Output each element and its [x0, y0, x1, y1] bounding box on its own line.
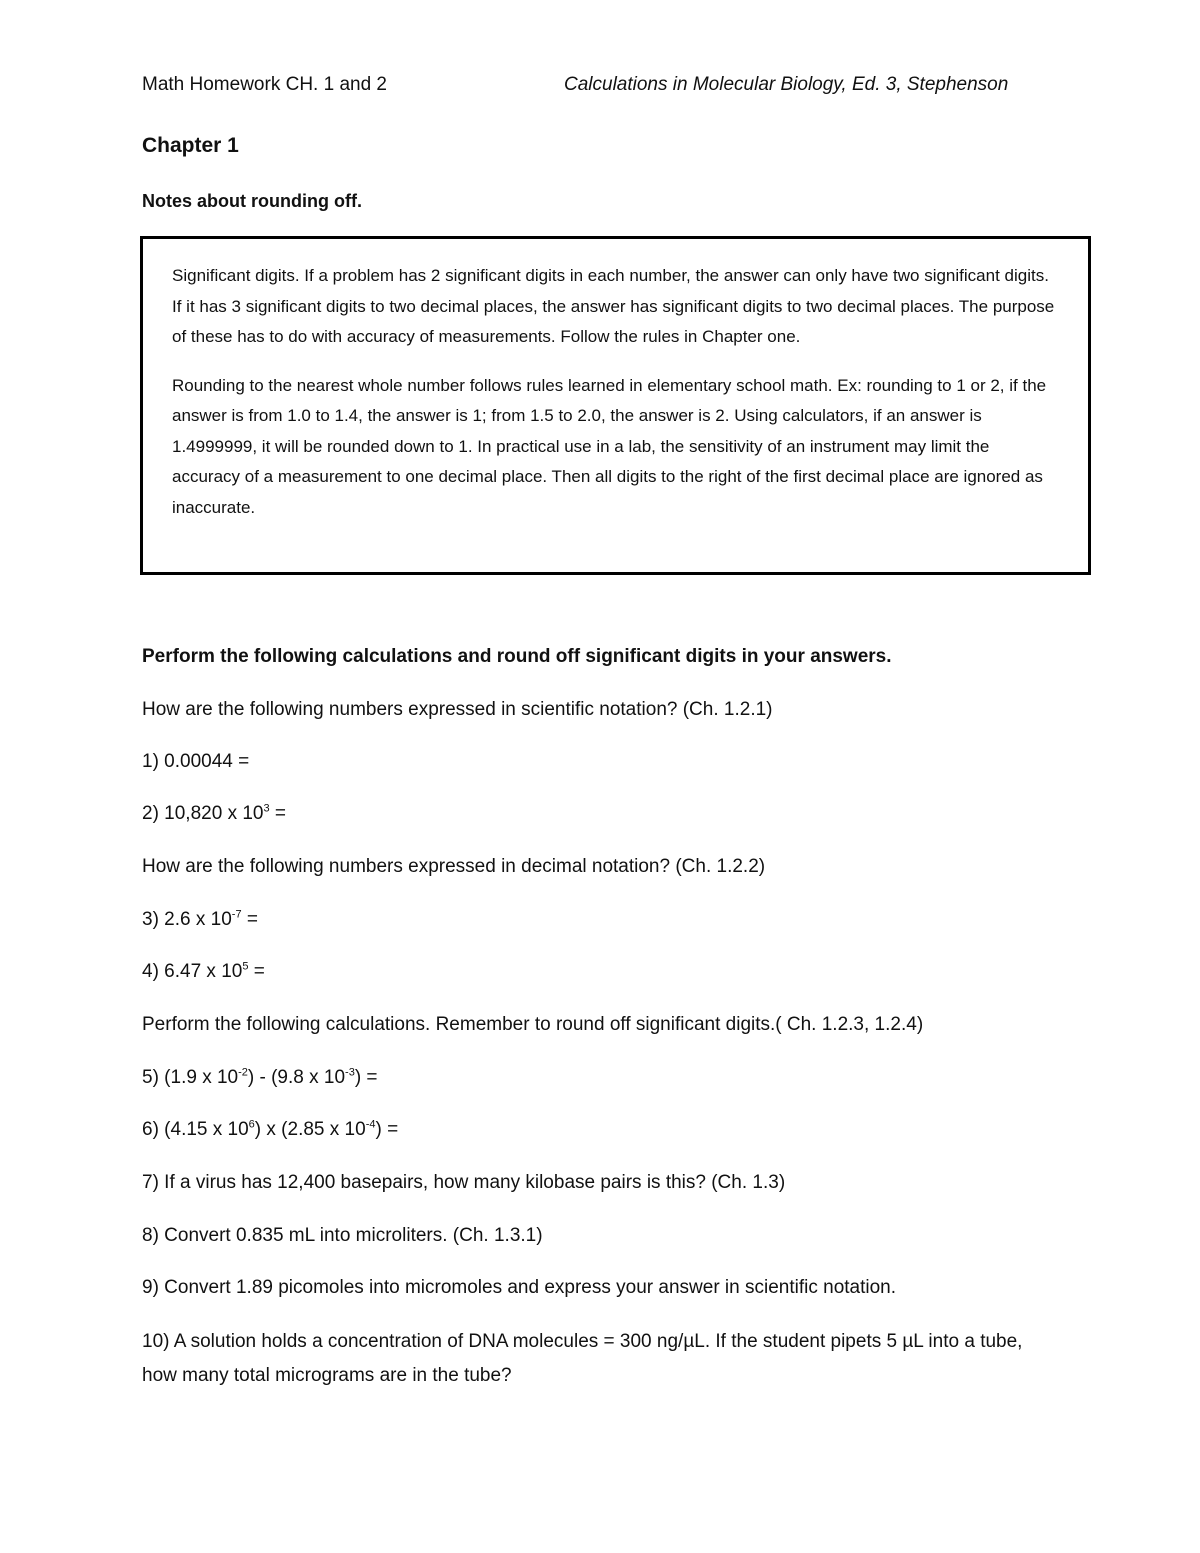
question-2-rest: = — [269, 803, 286, 824]
question-6-exponent-1: 6 — [248, 1118, 255, 1131]
question-6 — [142, 1119, 398, 1141]
question-10: 10) A solution holds a concentration of DNA molecules = 300 ng/µL. If the student pipets 5 µL into a tube, how many total micrograms are in the tube? — [142, 1331, 1023, 1386]
question-6-part-a: 6) (4.15 x 10 — [142, 1119, 249, 1140]
question-5-part-c: ) = — [354, 1067, 378, 1088]
question-6-exponent-2: -4 — [365, 1118, 376, 1131]
instructions-heading: Perform the following calculations and round off significant digits in your answers. — [142, 646, 892, 667]
question-3-exponent: -7 — [231, 908, 242, 921]
question-5-exponent-2: -3 — [345, 1066, 355, 1079]
section-calculations: Perform the following calculations. Remember to round off significant digits.( Ch. 1.2.3, 1.2.4) — [142, 1014, 924, 1035]
question-4-rest: = — [248, 961, 265, 982]
question-5-part-b: ) - (9.8 x 10 — [247, 1067, 346, 1088]
question-7: 7) If a virus has 12,400 basepairs, how many kilobase pairs is this? (Ch. 1.3) — [142, 1172, 786, 1193]
question-4-base: 4) 6.47 x 10 — [142, 961, 243, 982]
question-9: 9) Convert 1.89 picomoles into micromoles and express your answer in scientific notation. — [142, 1277, 897, 1298]
question-3 — [142, 909, 258, 931]
question-6-part-c: ) = — [375, 1119, 399, 1140]
question-5-exponent-1: -2 — [238, 1066, 248, 1079]
rounding-notes-box — [140, 236, 1091, 575]
question-8: 8) Convert 0.835 mL into microliters. (Ch. 1.3.1) — [142, 1225, 543, 1246]
question-5-part-a: 5) (1.9 x 10 — [142, 1067, 239, 1088]
section-scientific-notation: How are the following numbers expressed in scientific notation? (Ch. 1.2.1) — [142, 699, 773, 720]
chapter-title: Chapter 1 — [142, 134, 239, 157]
notes-paragraph-significant-digits: Significant digits. If a problem has 2 significant digits in each number, the answer can only have two significant digits. If it has 3 significant digits to two decimal places, the answer has significant digits to two decimal places. The purpose of these has to do with accuracy of measurements. Follow the rules in Chapter one. — [172, 266, 1055, 346]
question-2-exponent: 3 — [263, 802, 270, 815]
question-6-part-b: ) x (2.85 x 10 — [254, 1119, 366, 1140]
header-book-reference: Calculations in Molecular Biology, Ed. 3, Stephenson — [564, 74, 1009, 95]
question-1: 1) 0.00044 = — [142, 751, 250, 772]
section-decimal-notation: How are the following numbers expressed in decimal notation? (Ch. 1.2.2) — [142, 856, 766, 877]
notes-heading: Notes about rounding off. — [142, 191, 362, 211]
header-title: Math Homework CH. 1 and 2 — [142, 74, 387, 95]
question-3-rest: = — [241, 909, 258, 930]
notes-paragraph-rounding: Rounding to the nearest whole number follows rules learned in elementary school math. Ex: rounding to 1 or 2, if the answer is from 1.0 to 1.4, the answer is 1; from 1.5 to 2.0, the answer is 2. Using calculators, if an answer is 1.4999999, it will be rounded down to 1. In practical use in a lab, the sensitivity of an instrument may limit the accuracy of a measurement to one decimal place. Then all digits to the right of the first decimal place are ignored as inaccurate. — [172, 375, 1047, 517]
question-2 — [142, 803, 286, 825]
question-3-base: 3) 2.6 x 10 — [142, 909, 232, 930]
question-2-base: 2) 10,820 x 10 — [142, 803, 264, 824]
question-4-exponent: 5 — [242, 960, 249, 973]
question-4 — [142, 961, 265, 983]
question-5 — [142, 1067, 378, 1089]
